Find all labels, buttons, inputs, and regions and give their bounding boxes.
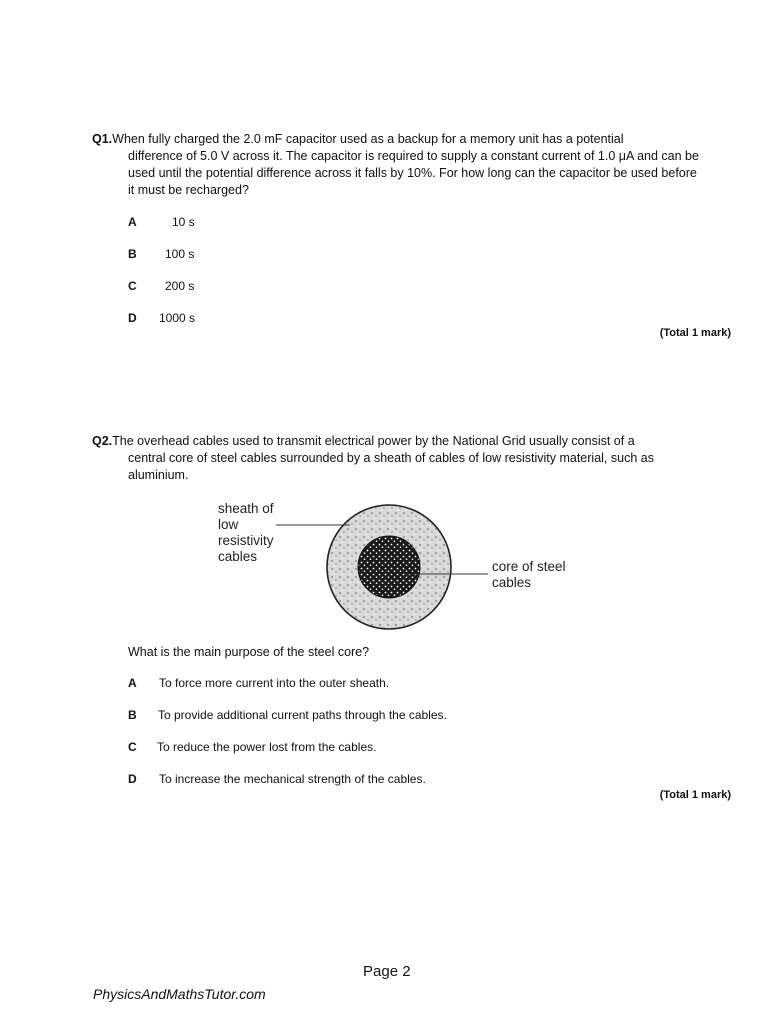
- sheath-label: sheath of low resistivity cables: [218, 501, 274, 564]
- site-name: PhysicsAndMathsTutor.com: [93, 986, 266, 1002]
- q2-option-text: To provide additional current paths through the cables.: [158, 708, 447, 722]
- q1-option-letter: D: [128, 311, 137, 325]
- question-2-stem: [92, 433, 692, 484]
- q2-total-mark: (Total 1 mark): [659, 789, 731, 801]
- q1-option-text: 1000 s: [159, 311, 196, 325]
- q1-option-letter: C: [128, 279, 137, 293]
- q2-option-text: To increase the mechanical strength of the cables.: [159, 772, 426, 786]
- question-1-rest: difference of 5.0 V across it. The capacitor is required to supply a constant current of 1.0 μA and can be used until the potential difference across it falls by 10%. For how long can the capacitor be used before it must be recharged?: [128, 149, 699, 197]
- core-label: core of steel cables: [492, 559, 566, 590]
- q1-option-text: 200 s: [165, 279, 195, 293]
- question-1-stem: [92, 131, 702, 199]
- q2-option-text: To reduce the power lost from the cables.: [157, 740, 377, 754]
- q2-option-letter: D: [128, 772, 137, 786]
- core-circle: [358, 536, 420, 598]
- question-1-number: Q1.: [92, 132, 113, 146]
- question-2-line1: The overhead cables used to transmit electrical power by the National Grid usually consist of a: [112, 434, 635, 448]
- q1-option-letter: B: [128, 247, 137, 261]
- q1-option-text: 100 s: [165, 247, 195, 261]
- question-2-rest: central core of steel cables surrounded by a sheath of cables of low resistivity material, such as aluminium.: [128, 451, 654, 482]
- page-number: Page 2: [363, 963, 411, 980]
- q2-option-text: To force more current into the outer sheath.: [159, 676, 390, 690]
- q2-option-letter: C: [128, 740, 137, 754]
- question-2-prompt: What is the main purpose of the steel core?: [128, 645, 370, 659]
- q1-option-letter: A: [128, 215, 137, 229]
- question-2-number: Q2.: [92, 434, 113, 448]
- q2-option-letter: A: [128, 676, 137, 690]
- cable-cross-section-diagram: [210, 495, 580, 630]
- q1-total-mark: (Total 1 mark): [659, 327, 731, 339]
- q1-option-text: 10 s: [172, 215, 195, 229]
- question-1-line1: When fully charged the 2.0 mF capacitor used as a backup for a memory unit has a potential: [112, 132, 624, 146]
- q2-option-letter: B: [128, 708, 137, 722]
